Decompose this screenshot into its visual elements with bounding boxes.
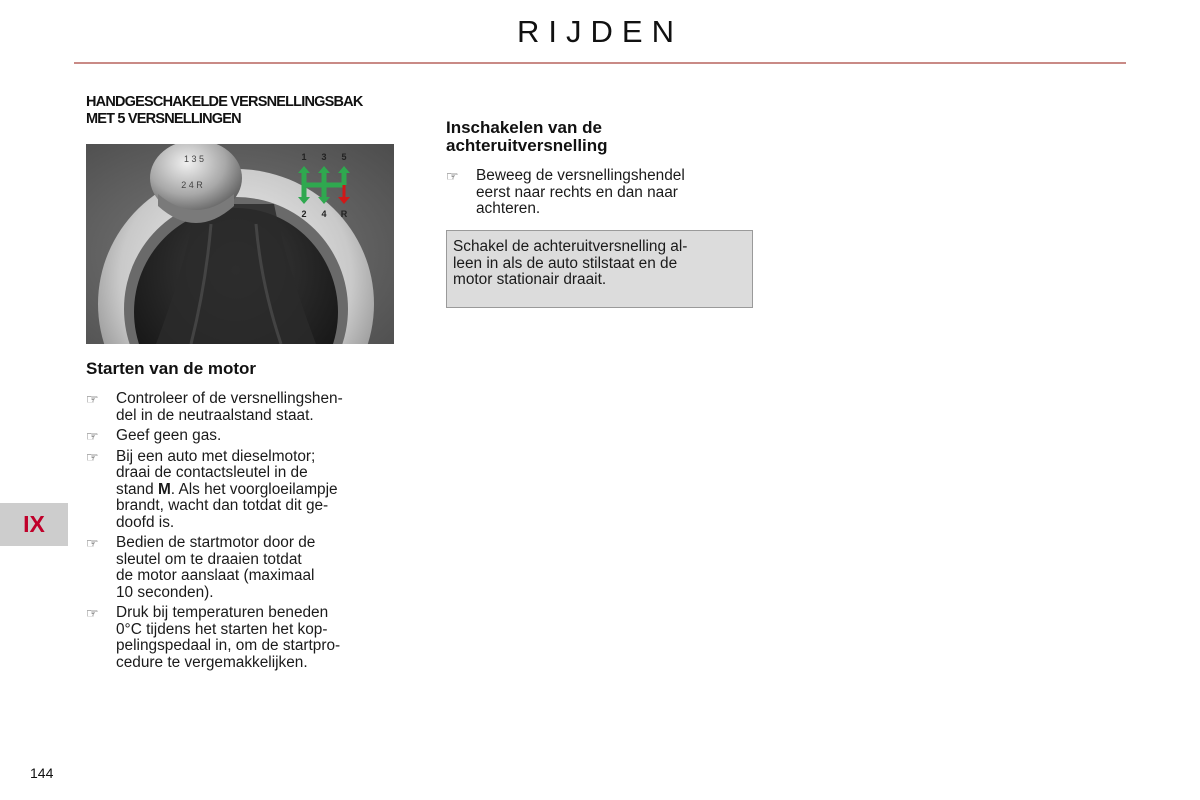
knob-label-top: 1 3 5 (183, 154, 205, 164)
gear-number: 3 (321, 152, 327, 162)
text-line: de motor aanslaat (maximaal (116, 567, 315, 584)
text-line: 0°C tijdens het starten het kop- (116, 620, 328, 638)
text-line: motor stationair draait. (453, 271, 607, 288)
list-item (86, 449, 394, 532)
text-line: Bedien de startmotor door de (116, 534, 316, 551)
text-line: pelingspedaal in, om de startpro- (116, 637, 341, 654)
text-line: draai de contactsleutel in de (116, 464, 308, 481)
gear-number: 1 (301, 152, 307, 162)
hand-pointer-icon: ☞ (86, 448, 99, 465)
note-box (446, 230, 753, 308)
section-heading-line: HANDGESCHAKELDE VERSNELLINGSBAK (86, 94, 363, 110)
list-item-text (116, 428, 394, 445)
list-item-text (116, 391, 394, 424)
hand-pointer-icon: ☞ (86, 605, 99, 621)
text-line: sleutel om te draaien totdat (116, 550, 302, 568)
text-line: Beweeg de versnellingshendel (476, 167, 685, 184)
text-line (116, 482, 394, 499)
gear-number: 4 (321, 209, 327, 219)
chapter-tab[interactable]: IX (0, 503, 68, 546)
text-run: stand (116, 480, 158, 498)
list-item-text (476, 168, 754, 218)
text-line: Geef geen gas. (116, 427, 222, 444)
text-line: doofd is. (116, 513, 175, 531)
list-item (86, 605, 394, 671)
list-item-text (116, 449, 394, 532)
text-line: Druk bij temperaturen beneden (116, 604, 329, 621)
hand-pointer-icon: ☞ (446, 168, 459, 184)
list-item (86, 535, 394, 601)
starting-heading: Starten van de motor (86, 359, 257, 378)
list-item (446, 168, 754, 218)
text-run: . Als het voorgloeilampje (170, 480, 338, 498)
page-number: 144 (30, 765, 54, 781)
gear-number: 5 (341, 152, 347, 162)
reverse-steps-list (446, 168, 754, 222)
text-line: Schakel de achteruitversnelling al- (453, 238, 688, 255)
header-divider (74, 62, 1126, 64)
list-item-text (116, 535, 394, 601)
reverse-heading (446, 119, 608, 155)
gear-knob-photo (86, 144, 394, 344)
hand-pointer-icon: ☞ (86, 391, 99, 407)
reverse-heading-line: Inschakelen van de (446, 118, 602, 137)
section-heading-line: MET 5 VERSNELLINGEN (86, 111, 241, 127)
text-line: cedure te vergemakkelijken. (116, 653, 308, 671)
text-line: Controleer of de versnellingshen- (116, 390, 343, 407)
gear-number: 2 (301, 209, 307, 219)
list-item-text (116, 605, 394, 671)
text-line: del in de neutraalstand staat. (116, 406, 314, 424)
list-item (86, 428, 394, 445)
text-line: brandt, wacht dan totdat dit ge- (116, 497, 329, 514)
knob-label-bottom: 2 4 R (181, 180, 203, 190)
starting-steps-list (86, 391, 394, 675)
hand-pointer-icon: ☞ (86, 535, 99, 551)
text-line: achteren. (476, 200, 541, 217)
text-line: Bij een auto met dieselmotor; (116, 447, 316, 465)
gear-knob-illustration (86, 144, 394, 344)
text-line: 10 seconden). (116, 583, 214, 601)
text-line: leen in als de auto stilstaat en de (453, 254, 678, 272)
page-title: RIJDEN (517, 14, 683, 49)
hand-pointer-icon: ☞ (86, 428, 99, 444)
list-item (86, 391, 394, 424)
section-heading (86, 94, 406, 128)
reverse-heading-line: achteruitversnelling (446, 136, 608, 155)
gear-number: R (340, 209, 348, 219)
text-line: eerst naar rechts en dan naar (476, 183, 678, 201)
mode-label: M (157, 480, 171, 498)
